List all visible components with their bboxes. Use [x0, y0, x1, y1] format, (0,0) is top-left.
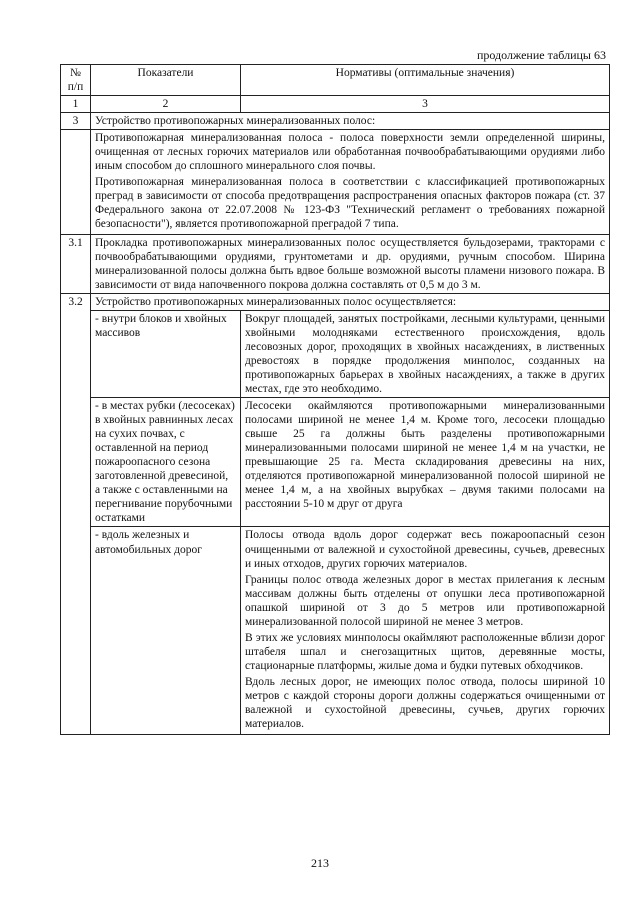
row-3-2-item-3: [61, 527, 610, 734]
numbering-1: 1: [61, 96, 91, 113]
row-3-2-title: [61, 294, 610, 311]
item-2-label: - в местах рубки (лесосеках) в хвойных равнинных лесах на сухих почвах, с оставленной на период пожароопасного сезона заготовленной древесиной, а также с оставленными на перегнивание порубочными остатками: [91, 398, 241, 527]
row-3-2-item-2: [61, 398, 610, 527]
header-number: № п/п: [61, 65, 91, 96]
item-3-text: [241, 527, 610, 734]
row-3-1-text: Прокладка противопожарных минерализованных полос осуществляется бульдозерами, тракторами с почвообрабатывающими орудиями, грунтометами и др. орудиями, ручным способом. Ширина минерализованной полосы должна быть вдвое больше возможной высоты пламени низового пожара. В зависимости от вида напочвенного покрова должна составлять от 0,5 м до 3 м.: [91, 235, 610, 294]
section-3-paragraph-1: Противопожарная минерализованная полоса - полоса поверхности земли определенной ширины, очищенная от лесных горючих материалов или обработанная почвообрабатывающими орудиями либо иным способом до сплошного минерального слоя почвы.: [95, 132, 605, 173]
row-3-1-number: 3.1: [61, 235, 91, 294]
row-3-2-title-text: Устройство противопожарных минерализованных полос осуществляется:: [91, 294, 610, 311]
item-3-paragraph-4: Вдоль лесных дорог, не имеющих полос отвода, полосы шириной 10 метров с каждой стороны дороги должны содержаться очищенными от валежной и сухостойной древесины, сучьев, других горючих материалов.: [245, 675, 605, 730]
row-3-2-item-1: [61, 311, 610, 398]
section-3-body: [91, 130, 610, 235]
header-indicators: Показатели: [91, 65, 241, 96]
section-3-paragraph-2: Противопожарная минерализованная полоса в соответствии с классификацией противопожарных преград в зависимости от способа предотвращения распространения опасных факторов пожара (ст. 37 Федерального закона от 22.07.2008 № 123-ФЗ "Технический регламент о требованиях пожарной безопасности"), является противопожарной преградой 7 типа.: [95, 176, 605, 231]
item-3-label: - вдоль железных и автомобильных дорог: [91, 527, 241, 734]
item-1-text: Вокруг площадей, занятых постройками, лесными культурами, ценными хвойными молодняками естественного происхождения, вдоль лесовозных дорог, проходящих в хвойных насаждениях, в лиственных древостоях в порядке продолжения минполос, созданных на противопожарных барьерах в хвойных насаждениях, а также в других местах, где это необходимо.: [241, 311, 610, 398]
section-3-title: Устройство противопожарных минерализованных полос:: [91, 113, 610, 130]
row-3-1: [61, 235, 610, 294]
page-number: 213: [311, 856, 329, 870]
regulation-table: [60, 64, 610, 735]
section-3-title-row: [61, 113, 610, 130]
item-1-label: - внутри блоков и хвойных массивов: [91, 311, 241, 398]
table-continuation-note: продолжение таблицы 63: [476, 48, 606, 62]
item-3-paragraph-3: В этих же условиях минполосы окаймляют расположенные вблизи дорог штабеля шпал и снегозащитных щитов, деревянные мосты, стационарные платформы, жилые дома и будки путевых обходчиков.: [245, 631, 605, 672]
numbering-row: [61, 96, 610, 113]
section-3-number: 3: [61, 113, 91, 130]
section-3-body-row: [61, 130, 610, 235]
row-3-2-number: 3.2: [61, 294, 91, 734]
item-2-text: Лесосеки окаймляются противопожарными минерализованными полосами шириной не менее 1,4 м. Кроме того, лесосеки площадью свыше 25 га должны быть разделены противопожарными минерализованными полосами шириной не менее 1,4 м на участки, не превышающие 25 га. Места складирования древесины на них, отделяются противопожарной минерализованной полосой шириной не менее 1,4 м, а на хвойных вырубках – двумя такими полосами на расстоянии 5-10 м друг от друга: [241, 398, 610, 527]
header-row: [61, 65, 610, 96]
item-3-paragraph-2: Границы полос отвода железных дорог в местах прилегания к лесным массивам должны быть отделены от опушки леса противопожарной опашкой шириной от 3 до 5 метров или противопожарной минерализованной полосой шириной не менее 3 метров.: [245, 573, 605, 628]
numbering-3: 3: [241, 96, 610, 113]
item-3-paragraph-1: Полосы отвода вдоль дорог содержат весь пожароопасный сезон очищенными от валежной и сухостойной древесины, сучьев, древесных и иных отходов, других горючих материалов.: [245, 529, 605, 570]
numbering-2: 2: [91, 96, 241, 113]
header-norms: Нормативы (оптимальные значения): [241, 65, 610, 96]
